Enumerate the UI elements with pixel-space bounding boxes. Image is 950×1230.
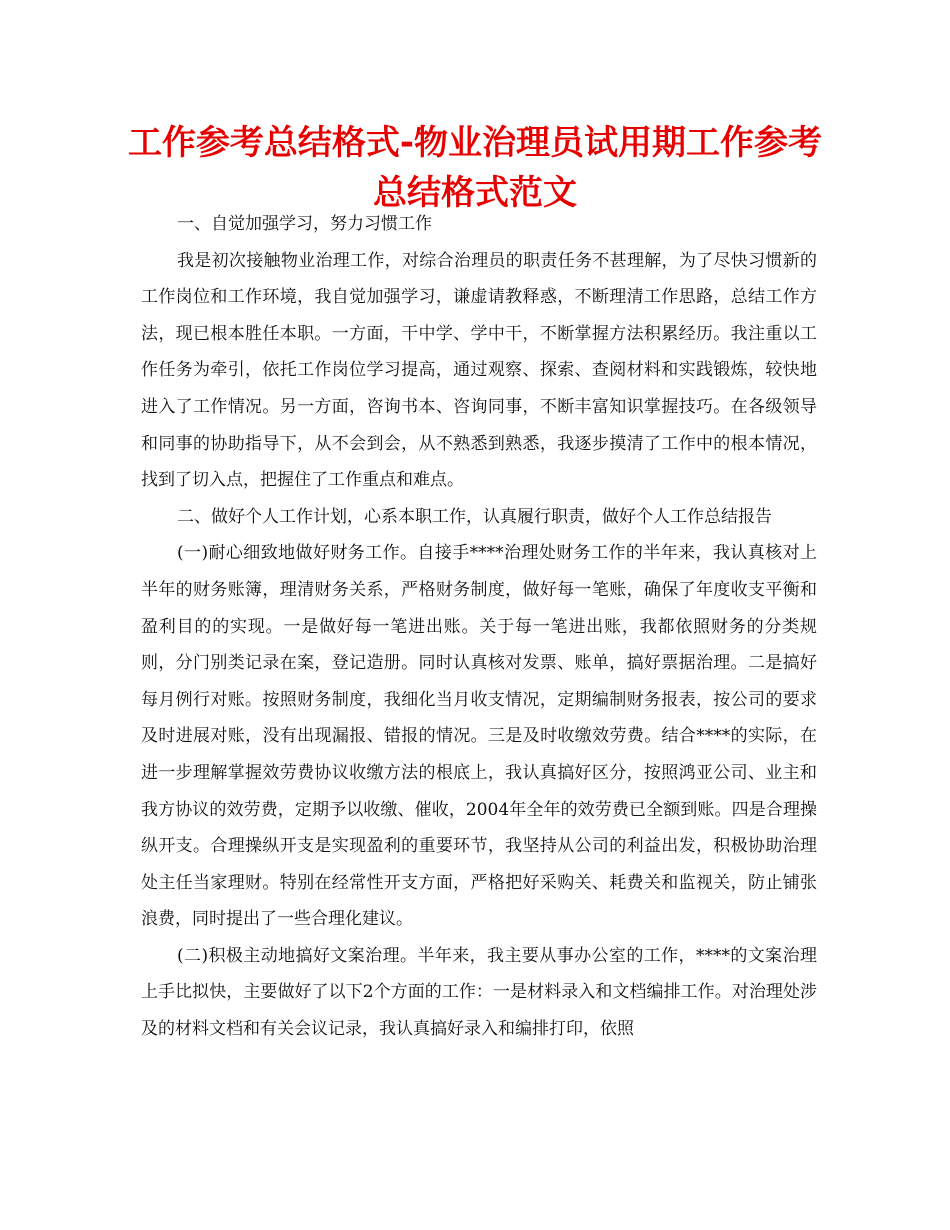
body-paragraph-1: 我是初次接触物业治理工作，对综合治理员的职责任务不甚理解，为了尽快习惯新的工作岗位和工作环境，我自觉加强学习，谦虚请教释惑，不断理清工作思路，总结工作方法，现已根本胜任本职。一方面，干中学、学中干，不断掌握方法积累经历。我注重以工作任务为牵引，依托工作岗位学习提高，通过观察、探索、查阅材料和实践锻炼，较快地进入了工作情况。另一方面，咨询书本、咨询同事，不断丰富知识掌握技巧。在各级领导和同事的协助指导下，从不会到会，从不熟悉到熟悉，我逐步摸清了工作中的根本情况，找到了切入点，把握住了工作重点和难点。	[141, 250, 817, 491]
document-body	[141, 206, 817, 1048]
body-paragraph-documents: (二)积极主动地搞好文案治理。半年来，我主要从事办公室的工作，****的文案治理上手比拟快，主要做好了以下2个方面的工作：一是材料录入和文档编排工作。对治理处涉及的材料文档和有关会议记录，我认真搞好录入和编排打印，依照	[141, 945, 817, 1040]
document-title: 工作参考总结格式-物业治理员试用期工作参考总结格式范文	[127, 123, 823, 213]
body-paragraph-finance: (一)耐心细致地做好财务工作。自接手****治理处财务工作的半年来，我认真核对上半年的财务账簿，理清财务关系，严格财务制度，做好每一笔账，确保了年度收支平衡和盈利目的的实现。一是做好每一笔进出账。关于每一笔进出账，我都依照财务的分类规则，分门别类记录在案，登记造册。同时认真核对发票、账单，搞好票据治理。二是搞好每月例行对账。按照财务制度，我细化当月收支情况，定期编制财务报表，按公司的要求及时进展对账，没有出现漏报、错报的情况。三是及时收缴效劳费。结合****的实际，在进一步理解掌握效劳费协议收缴方法的根底上，我认真搞好区分，按照鸿亚公司、业主和我方协议的效劳费，定期予以收缴、催收，2004年全年的效劳费已全额到账。四是合理操纵开支。合理操纵开支是实现盈利的重要环节，我坚持从公司的利益出发，积极协助治理处主任当家理财。特别在经常性开支方面，严格把好采购关、耗费关和监视关，防止铺张浪费，同时提出了一些合理化建议。	[141, 543, 817, 930]
section-heading-1: 一、自觉加强学习，努力习惯工作	[177, 214, 432, 234]
section-heading-2: 二、做好个人工作计划，心系本职工作，认真履行职责，做好个人工作总结报告	[177, 506, 772, 527]
